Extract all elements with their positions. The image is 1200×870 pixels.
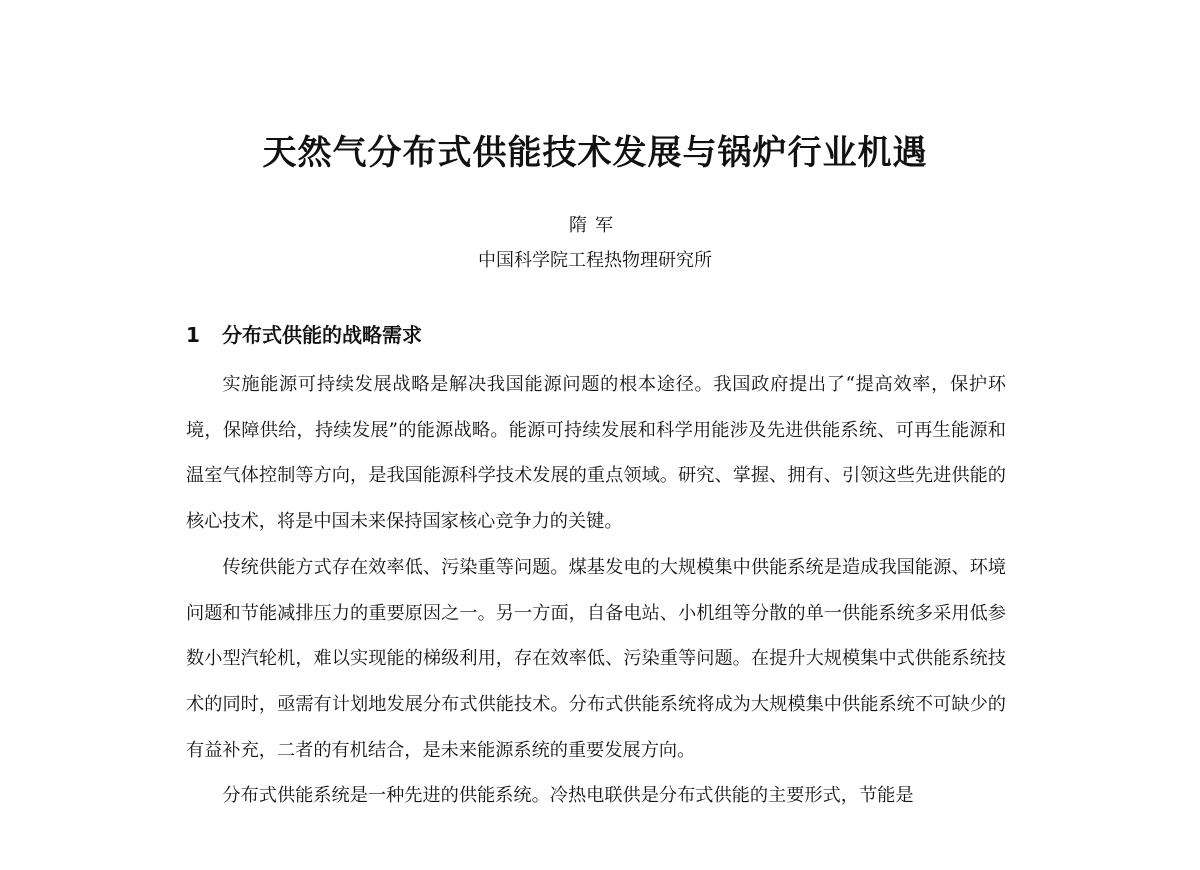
body-paragraph-3: 分布式供能系统是一种先进的供能系统。冷热电联供是分布式供能的主要形式，节能是 [222, 785, 914, 807]
author-name: 隋军 [569, 215, 621, 236]
body-paragraph-1: 实施能源可持续发展战略是解决我国能源问题的根本途径。我国政府提出了“提高效率，保护环境，保障供给，持续发展”的能源战略。能源可持续发展和科学用能涉及先进供能系统、可再生能源和温室气体控制等方向，是我国能源科学技术发展的重点领域。研究、掌握、拥有、引领这些先进供能的核心技术，将是中国未来保持国家核心竞争力的关键。 [186, 374, 1006, 533]
author-affiliation: 中国科学院工程热物理研究所 [478, 250, 712, 271]
paper-title: 天然气分布式供能技术发展与锅炉行业机遇 [262, 133, 928, 173]
section-heading [186, 318, 422, 352]
section-body [186, 362, 1006, 819]
section-title: 分布式供能的战略需求 [222, 323, 422, 347]
body-paragraph-2: 传统供能方式存在效率低、污染重等问题。煤基发电的大规模集中供能系统是造成我国能源、环境问题和节能减排压力的重要原因之一。另一方面，自备电站、小机组等分散的单一供能系统多采用低参数小型汽轮机，难以实现能的梯级利用，存在效率低、污染重等问题。在提升大规模集中式供能系统技术的同时，亟需有计划地发展分布式供能技术。分布式供能系统将成为大规模集中供能系统不可缺少的有益补充，二者的有机结合，是未来能源系统的重要发展方向。 [186, 556, 1006, 761]
section-number: 1 [186, 323, 200, 347]
